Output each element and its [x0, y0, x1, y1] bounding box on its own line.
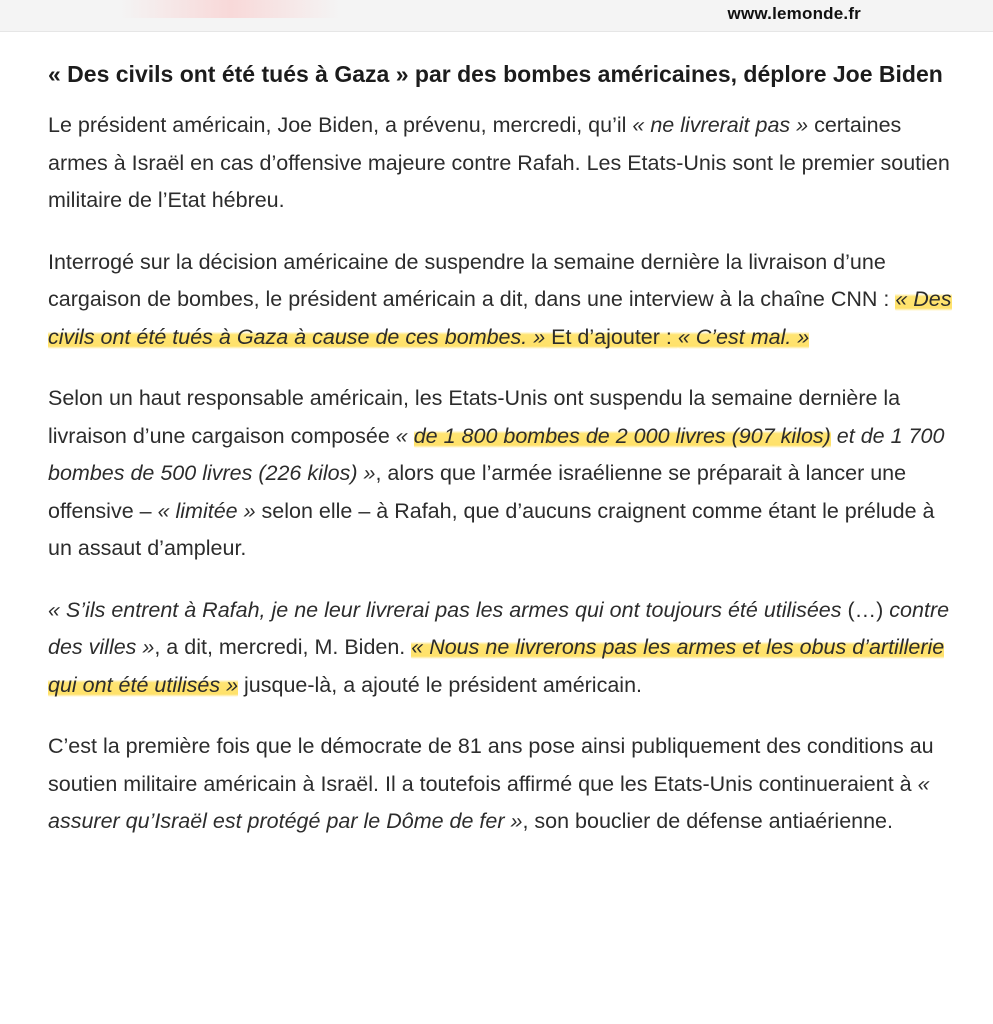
- p2-quote-2-highlighted: « C’est mal. »: [677, 324, 810, 349]
- p2-quote-highlighted: « Des civils ont été tués à Gaza à cause de ces bombes. »: [48, 287, 952, 349]
- paragraph-5: [48, 728, 953, 841]
- url-label[interactable]: www.lemonde.fr: [727, 4, 861, 23]
- p2-text-a: Interrogé sur la décision américaine de suspendre la semaine dernière la livraison d’une cargaison de bombes, le président américain a dit, dans une interview à la chaîne CNN :: [48, 249, 896, 311]
- p5-quote: « assurer qu’Israël est protégé par le Dôme de fer »: [48, 771, 930, 833]
- p3-text-g: selon elle – à Rafah, que d’aucuns craignent comme étant le prélude à un assaut d’ampleur.: [48, 498, 935, 560]
- p3-text-a: Selon un haut responsable américain, les Etats-Unis ont suspendu la semaine dernière la livraison d’une cargaison composée: [48, 386, 901, 448]
- p4-text-f: jusque-là, a ajouté le président américain.: [238, 672, 643, 697]
- p4-text-d: , a dit, mercredi, M. Biden.: [154, 635, 412, 659]
- p2-text-c-highlighted: Et d’ajouter :: [545, 324, 678, 349]
- p1-quote: « ne livrerait pas »: [632, 113, 809, 137]
- p1-text-c: certaines armes à Israël en cas d’offensive majeure contre Rafah. Les Etats-Unis sont le premier soutien militaire de l’Etat hébreu.: [48, 113, 950, 212]
- p3-quote-rest: et de 1 700 bombes de 500 livres (226 kilos) »: [48, 423, 945, 485]
- p4-ellipsis: (…): [847, 597, 884, 622]
- p4-quote-a: « S’ils entrent à Rafah, je ne leur livrerai pas les armes qui ont toujours été utilisées: [48, 597, 848, 622]
- p4-quote-c: contre des villes »: [48, 597, 950, 659]
- paragraph-2: [48, 244, 953, 357]
- header-red-tint: [120, 0, 340, 18]
- p3-quote-open: «: [395, 423, 414, 448]
- article: [48, 57, 953, 841]
- p5-text-a: C’est la première fois que le démocrate de 81 ans pose ainsi publiquement des conditions au soutien militaire américain à Israël. Il a toutefois affirmé que les Etats-Unis continueraient à: [48, 734, 934, 796]
- paragraph-4: [48, 592, 953, 705]
- paragraph-3: [48, 380, 953, 568]
- p3-text-e: , alors que l’armée israélienne se préparait à lancer une offensive –: [48, 461, 907, 523]
- browser-top-bar: [0, 0, 993, 32]
- article-title: « Des civils ont été tués à Gaza » par des bombes américaines, déplore Joe Biden: [48, 61, 943, 87]
- p4-quote-highlighted: « Nous ne livrerons pas les armes et les obus d’artillerie qui ont été utilisés »: [48, 635, 945, 697]
- paragraph-1: [48, 107, 953, 220]
- p3-quote-highlighted: de 1 800 bombes de 2 000 livres (907 kilos): [413, 423, 831, 448]
- p3-quote-limitee: « limitée »: [157, 498, 256, 523]
- p5-text-c: , son bouclier de défense antiaérienne.: [522, 809, 893, 833]
- p1-text-a: Le président américain, Joe Biden, a prévenu, mercredi, qu’il: [48, 113, 633, 137]
